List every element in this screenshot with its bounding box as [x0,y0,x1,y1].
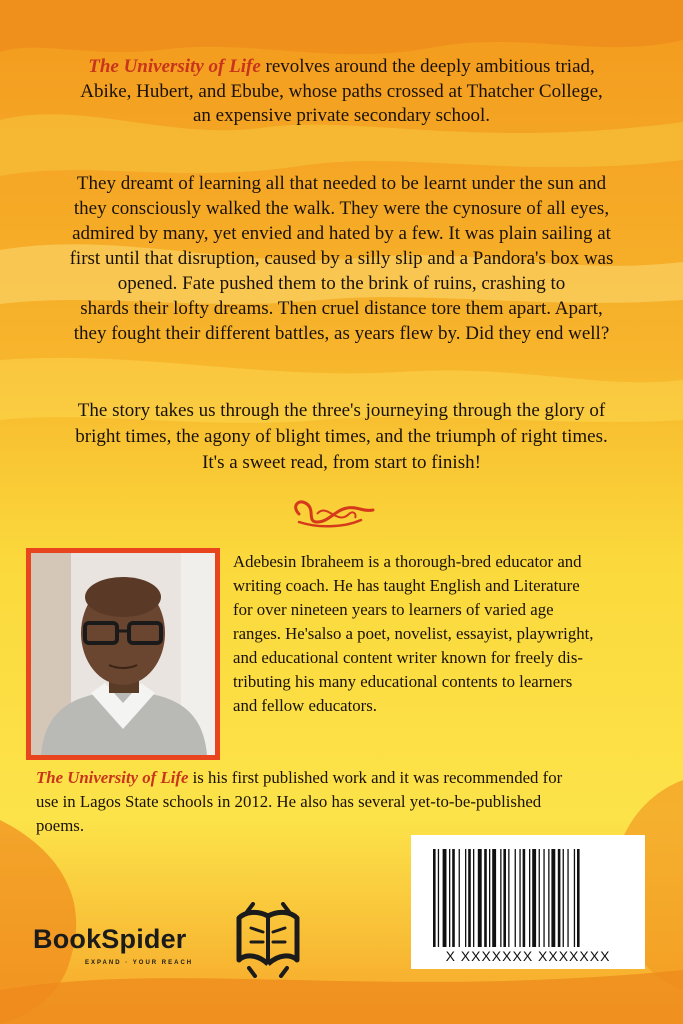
author-bio-continued-line: is his first published work and it was recommended for [188,768,563,787]
author-bio-line: writing coach. He has taught English and Literature [233,576,580,595]
book-title-mention: The University of Life [36,768,189,787]
barcode-bar [492,849,496,947]
synopsis-intro-line-1: revolves around the deeply ambitious triad, [260,56,595,77]
barcode-bar [532,849,536,947]
author-bio-line: Adebesin Ibraheem is a thorough-bred educator and [233,552,582,571]
synopsis-line: shards their lofty dreams. Then cruel distance tore them apart. Apart, [80,298,603,319]
barcode-bar [468,849,471,947]
barcode-bar [543,849,544,947]
barcode-bar [515,849,516,947]
publisher-logo [33,902,323,982]
author-photo-frame [26,548,220,760]
synopsis-line: They dreamt of learning all that needed to be learnt under the sun and [76,173,607,194]
author-portrait [31,553,215,755]
barcode-bar [519,849,520,947]
author-bio-line: tributing his many educational contents to learners [233,672,573,691]
publisher-name: BookSpider [33,924,187,954]
barcode-bar [551,849,555,947]
synopsis-intro-line-3: an expensive private secondary school. [192,105,491,127]
barcode-bar [459,849,460,947]
spider-book-icon [233,902,303,978]
barcode-bar [473,849,474,947]
synopsis-line: opened. Fate pushed them to the brink of ruins, crashing to [117,273,566,294]
synopsis-body [20,171,663,346]
synopsis-line: they consciously walked the walk. They were the cynosure of all eyes, [73,198,610,219]
barcode-bar [539,849,540,947]
book-title: The University of Life [88,56,261,77]
barcode-bars [433,849,623,947]
barcode-bar [478,849,482,947]
barcode-bar [523,849,526,947]
barcode-bar [574,849,575,947]
barcode-bar [548,849,549,947]
author-bio-line: and educational content writer known for freely dis- [233,648,583,667]
barcode-bar [489,849,490,947]
barcode-bar [438,849,439,947]
barcode-number: X XXXXXXX XXXXXXX [445,948,611,964]
synopsis-conclusion-line: It's a sweet read, from start to finish! [202,452,481,473]
barcode-bar [503,849,506,947]
barcode-bar [563,849,564,947]
publisher-tagline: EXPAND · YOUR REACH [85,960,194,966]
author-bio-line: for over nineteen years to learners of varied age [233,600,554,619]
barcode-bar [500,849,501,947]
synopsis-line: first until that disruption, caused by a silly slip and a Pandora's box was [69,248,614,269]
author-bio-line: ranges. He'salso a poet, novelist, essayist, playwright, [233,624,594,643]
synopsis-line: admired by many, yet envied and hated by a few. It was plain sailing at [72,223,611,244]
synopsis-intro-line-2: Abike, Hubert, and Ebube, whose paths crossed at Thatcher College, [80,80,603,102]
barcode-bar [443,849,447,947]
synopsis-line: they fought their different battles, as years flew by. Did they end well? [73,323,610,344]
barcode-bar [433,849,436,947]
author-bio [233,550,663,718]
barcode-bar [577,849,580,947]
barcode-bar [484,849,487,947]
author-bio-continued-line: use in Lagos State schools in 2012. He also has several yet-to-be-published [36,792,542,811]
synopsis-intro [20,55,663,129]
barcode [411,835,645,969]
author-bio-continued [36,766,662,838]
synopsis-conclusion [20,398,663,476]
author-bio-line: and fellow educators. [233,696,377,715]
barcode-bar [567,849,568,947]
barcode-bar [452,849,455,947]
barcode-bar [465,849,466,947]
barcode-bar [449,849,450,947]
barcode-bar [558,849,561,947]
author-bio-continued-line: poems. [36,816,85,835]
barcode-bar [529,849,530,947]
flourish-ornament-icon [287,492,377,532]
barcode-bar [508,849,509,947]
synopsis-conclusion-line: bright times, the agony of blight times, and the triumph of right times. [75,426,608,447]
synopsis-conclusion-line: The story takes us through the three's journeying through the glory of [77,400,606,421]
